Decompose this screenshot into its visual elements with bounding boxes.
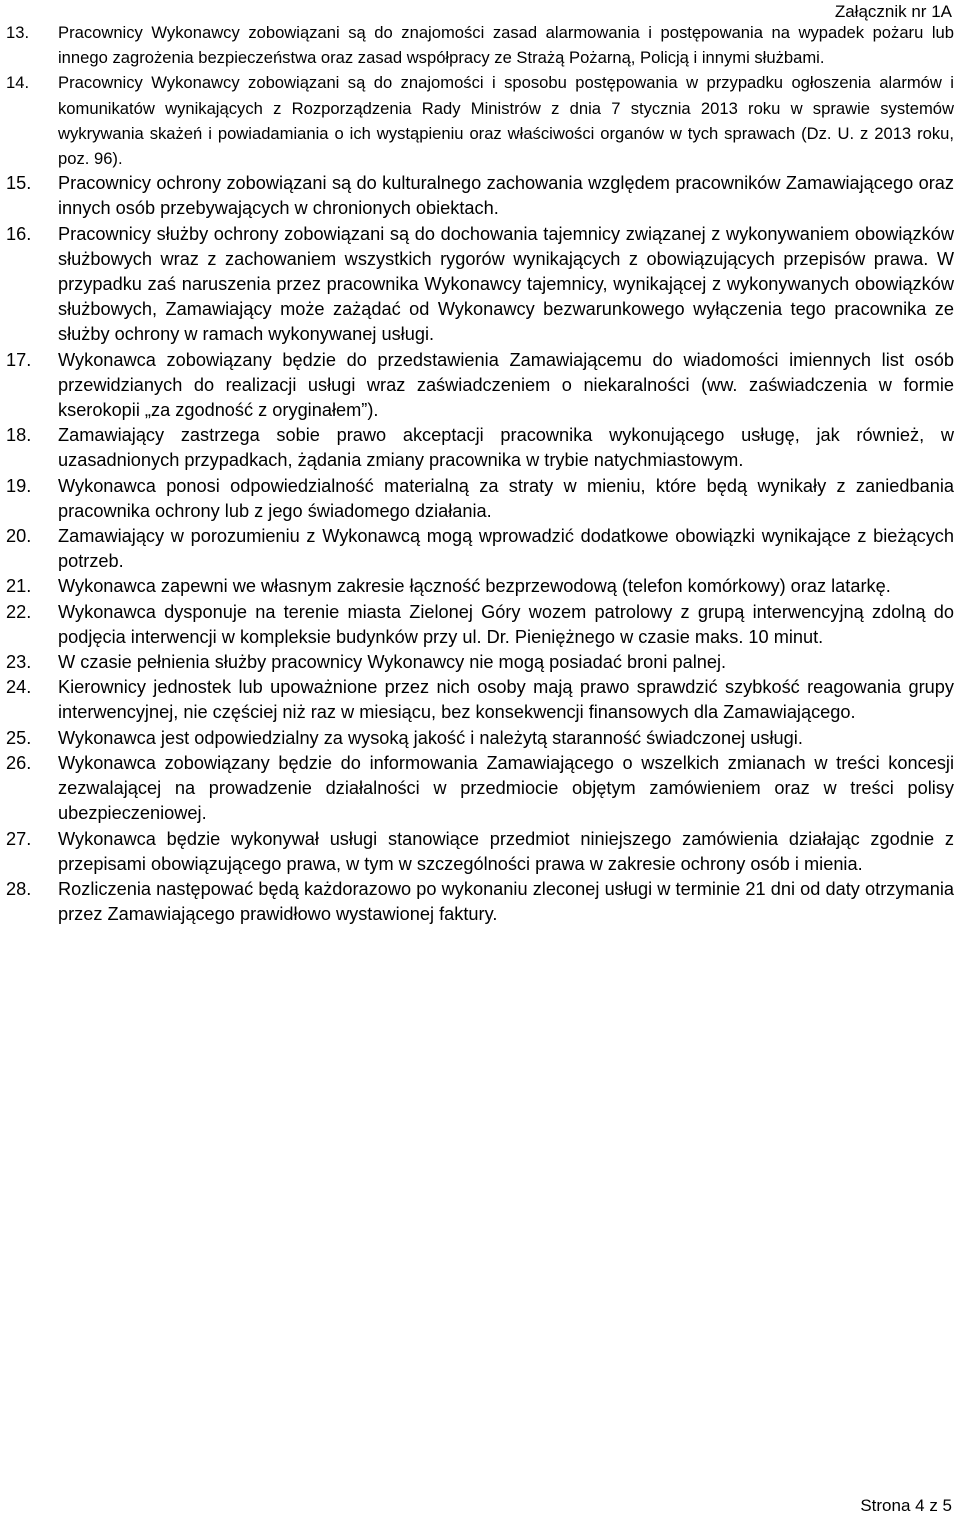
attachment-label: Załącznik nr 1A — [834, 2, 952, 21]
list-item-27 — [6, 827, 954, 877]
item-number: 18. — [6, 425, 32, 446]
item-text: W czasie pełnienia służby pracownicy Wykonawcy nie mogą posiadać broni palnej. — [58, 652, 727, 673]
item-number: 24. — [6, 677, 32, 698]
item-text: Wykonawca zobowiązany będzie do przedstawienia Zamawiającemu do wiadomości imiennych list osób przewidzianych do realizacji usługi wraz zaświadczeniem o niekaralności (ww. zaświadczenia w formie kserokopii „za zgodność z oryginałem”). — [58, 349, 954, 421]
item-number: 13. — [6, 23, 30, 42]
item-text: Wykonawca będzie wykonywał usługi stanowiące przedmiot niniejszego zamówienia działając zgodnie z przepisami obowiązującego prawa, w tym w szczególności prawa w zakresie ochrony osób i mienia. — [58, 828, 954, 874]
item-number: 19. — [6, 475, 32, 496]
item-text: Rozliczenia następować będą każdorazowo po wykonaniu zleconej usługi w terminie 21 dni od daty otrzymania przez Zamawiającego prawidłowo wystawionej faktury. — [58, 878, 954, 925]
list-item-23 — [6, 650, 954, 675]
item-number: 25. — [6, 727, 32, 748]
item-text: Pracownicy Wykonawcy zobowiązani są do znajomości i sposobu postępowania w przypadku ogłoszenia alarmów i komunikatów wynikających z Rozporządzenia Rady Ministrów z dnia 7 stycznia 2013 roku w sprawie systemów wykrywania skażeń i powiadamiania o ich wystąpieniu oraz właściwości organów w tych sprawach (Dz. U. z 2013 roku, poz. 96). — [58, 73, 954, 169]
item-text: Wykonawca zobowiązany będzie do informowania Zamawiającego o wszelkich zmianach w treści koncesji zezwalającej na prowadzenie działalności w przedmiocie objętym zamówieniem oraz w treści polisy ubezpieczeniowej. — [58, 752, 954, 824]
item-number: 20. — [6, 526, 32, 547]
document-body — [6, 20, 954, 927]
item-text: Kierownicy jednostek lub upoważnione przez nich osoby mają prawo sprawdzić szybkość reagowania grupy interwencyjnej, nie częściej niż raz w miesiącu, bez konsekwencji finansowych dla Zamawiającego. — [58, 677, 954, 723]
item-number: 21. — [6, 576, 32, 597]
item-number: 16. — [6, 223, 32, 244]
item-text: Zamawiający w porozumieniu z Wykonawcą mogą wprowadzić dodatkowe obowiązki wynikające z bieżących potrzeb. — [58, 526, 954, 572]
list-item-15 — [6, 171, 954, 221]
item-number: 28. — [6, 878, 32, 899]
item-number: 27. — [6, 828, 32, 849]
item-number: 22. — [6, 601, 32, 622]
item-text: Pracownicy służby ochrony zobowiązani są do dochowania tajemnicy związanej z wykonywaniem obowiązków służbowych wraz z zachowaniem wszystkich rygorów wynikających z obowiązujących przepisów prawa. W przypadku zaś naruszenia przez pracownika Wykonawcy tajemnicy, wynikającej z wykonywanych obowiązków służbowych, Zamawiający może zażądać od Wykonawcy bezwarunkowego wyłączenia tego pracownika ze służby ochrony w ramach wykonywanej usługi. — [58, 223, 954, 345]
list-item-14 — [6, 70, 954, 171]
list-item-18 — [6, 423, 954, 473]
item-number: 14. — [6, 73, 30, 93]
item-text: Wykonawca zapewni we własnym zakresie łączność bezprzewodową (telefon komórkowy) oraz latarkę. — [58, 576, 891, 597]
item-text: Zamawiający zastrzega sobie prawo akceptacji pracownika wykonującego usługę, jak również, w uzasadnionych przypadkach, żądania zmiany pracownika w trybie natychmiastowym. — [58, 425, 954, 471]
list-item-25 — [6, 726, 954, 751]
item-text: Wykonawca ponosi odpowiedzialność materialną za straty w mieniu, które będą wynikały z zaniedbania pracownika ochrony lub z jego świadomego działania. — [58, 475, 954, 521]
list-item-16 — [6, 222, 954, 348]
page-number: Strona 4 z 5 — [860, 1496, 952, 1515]
list-item-22 — [6, 600, 954, 650]
list-item-24 — [6, 675, 954, 725]
item-text: Pracownicy Wykonawcy zobowiązani są do znajomości zasad alarmowania i postępowania na wypadek pożaru lub innego zagrożenia bezpieczeństwa oraz zasad współpracy ze Strażą Pożarną, Policją i innymi służbami. — [58, 23, 954, 68]
item-number: 23. — [6, 652, 32, 673]
item-text: Pracownicy ochrony zobowiązani są do kulturalnego zachowania względem pracowników Zamawiającego oraz innych osób przebywających w chronionych obiektach. — [58, 173, 954, 219]
list-item-28 — [6, 877, 954, 927]
list-item-17 — [6, 348, 954, 424]
item-text: Wykonawca jest odpowiedzialny za wysoką jakość i należytą staranność świadczonej usługi. — [58, 727, 803, 748]
list-item-21 — [6, 574, 954, 599]
list-item-19 — [6, 474, 954, 524]
list-item-20 — [6, 524, 954, 574]
item-text: Wykonawca dysponuje na terenie miasta Zielonej Góry wozem patrolowy z grupą interwencyjną zdolną do podjęcia interwencji w kompleksie budynków przy ul. Dr. Pieniężnego w czasie maks. 10 minut. — [58, 601, 954, 647]
list-item-13 — [6, 20, 954, 70]
item-number: 17. — [6, 349, 32, 370]
list-item-26 — [6, 751, 954, 827]
item-number: 15. — [6, 173, 32, 194]
item-number: 26. — [6, 752, 32, 773]
